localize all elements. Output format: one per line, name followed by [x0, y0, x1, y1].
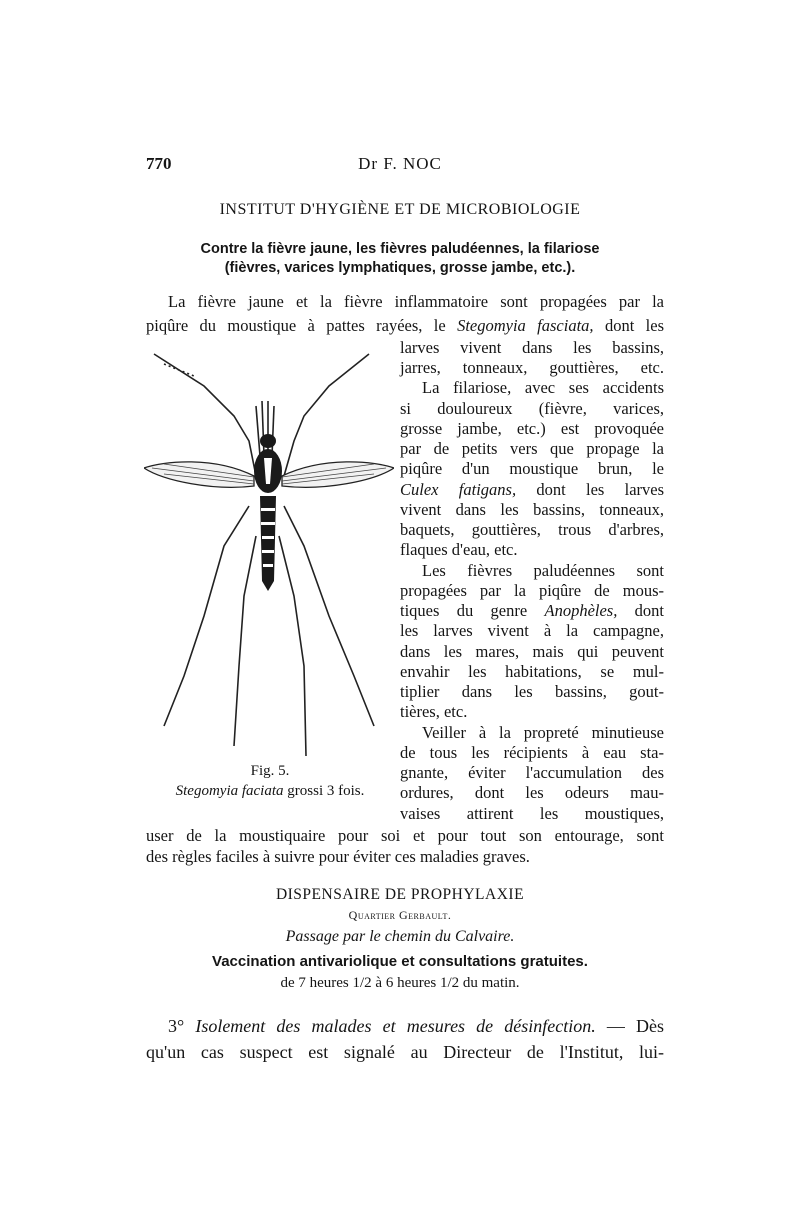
- species-name: Culex fatigans,: [400, 480, 517, 499]
- column-line: [400, 601, 664, 621]
- dispensary-passage: Passage par le chemin du Calvaire.: [285, 928, 515, 945]
- dispensary-hours: de 7 heures 1/2 à 6 heures 1/2 du matin.: [280, 975, 520, 991]
- section-title-institute: INSTITUT D'HYGIÈNE ET DE MICROBIOLOGIE: [219, 201, 581, 218]
- column-line: envahir les habitations, se mul-: [400, 662, 664, 681]
- figure-label: Fig. 5.: [250, 763, 290, 779]
- subtitle-line-1: Contre la fièvre jaune, les fièvres paludéennes, la filariose: [200, 241, 600, 257]
- column-line: Veiller à la propreté minutieuse: [422, 723, 664, 742]
- column-line: gnante, éviter l'accumulation des: [400, 763, 664, 782]
- running-header-author: Dr F. NOC: [358, 154, 442, 173]
- paragraph-line: des règles faciles à suivre pour éviter ces maladies graves.: [146, 847, 530, 866]
- text-span: — Dès: [595, 1016, 664, 1036]
- paragraph-line: La fièvre jaune et la fièvre inflammatoire sont propagées par la: [168, 292, 664, 311]
- caption-species: Stegomyia faciata: [175, 783, 284, 799]
- column-line: les larves vivent à la campagne,: [400, 621, 664, 640]
- paragraph-line: user de la moustiquaire pour soi et pour tout son entourage, sont: [146, 826, 664, 845]
- column-line: tières, etc.: [400, 702, 468, 721]
- species-name: Anophèles,: [544, 601, 618, 620]
- column-line: ordures, dont les odeurs mau-: [400, 783, 664, 802]
- section-number: 3°: [168, 1016, 185, 1036]
- subtitle-line-2: (fièvres, varices lymphatiques, grosse jambe, etc.).: [224, 260, 576, 276]
- column-line: Les fièvres paludéennes sont: [422, 561, 664, 580]
- column-line: tiplier dans les bassins, gout-: [400, 682, 664, 701]
- column-line: [400, 480, 664, 500]
- text-span: tiques du genre: [400, 601, 528, 620]
- paragraph-line: qu'un cas suspect est signalé au Directeur de l'Institut, lui-: [146, 1042, 664, 1062]
- mosquito-illustration: [144, 346, 394, 766]
- column-line: La filariose, avec ses accidents: [422, 378, 664, 397]
- section-title: Isolement des malades et mesures de désinfection.: [184, 1016, 596, 1036]
- page-number: 770: [146, 154, 172, 173]
- column-line: par de petits vers que propage la: [400, 439, 664, 458]
- subtitle: [0, 240, 800, 278]
- text-span: dont les larves: [536, 480, 665, 499]
- text-span: piqûre du moustique à pattes rayées, le: [146, 316, 458, 335]
- column-line: si douloureux (fièvre, varices,: [400, 399, 664, 418]
- column-line: propagées par la piqûre de mous-: [400, 581, 664, 600]
- column-line: vivent dans les bassins, tonneaux,: [400, 500, 664, 519]
- text-span: dont les: [593, 316, 664, 335]
- dispensary-quarter: Quartier Gerbault.: [348, 908, 452, 922]
- column-line: vaises attirent les moustiques,: [400, 804, 664, 823]
- vaccination-note: Vaccination antivariolique et consultations gratuites.: [212, 953, 588, 970]
- column-line: jarres, tonneaux, gouttières, etc.: [400, 358, 664, 377]
- species-name: Stegomyia fasciata,: [457, 316, 594, 335]
- figure-caption: [150, 783, 390, 800]
- column-line: grosse jambe, etc.) est provoquée: [400, 419, 664, 438]
- column-line: baquets, gouttières, trous d'arbres,: [400, 520, 664, 539]
- column-line: larves vivent dans les bassins,: [400, 338, 664, 357]
- column-line: piqûre d'un moustique brun, le: [400, 459, 664, 478]
- caption-text: grossi 3 fois.: [283, 783, 365, 799]
- column-line: flaques d'eau, etc.: [400, 540, 518, 559]
- dispensary-title: DISPENSAIRE DE PROPHYLAXIE: [275, 886, 525, 903]
- column-line: dans les mares, mais qui peuvent: [400, 642, 664, 661]
- section-heading-line: [146, 1014, 664, 1038]
- paragraph-line: [146, 316, 664, 336]
- column-line: de tous les récipients à eau sta-: [400, 743, 664, 762]
- text-span: dont: [634, 601, 664, 620]
